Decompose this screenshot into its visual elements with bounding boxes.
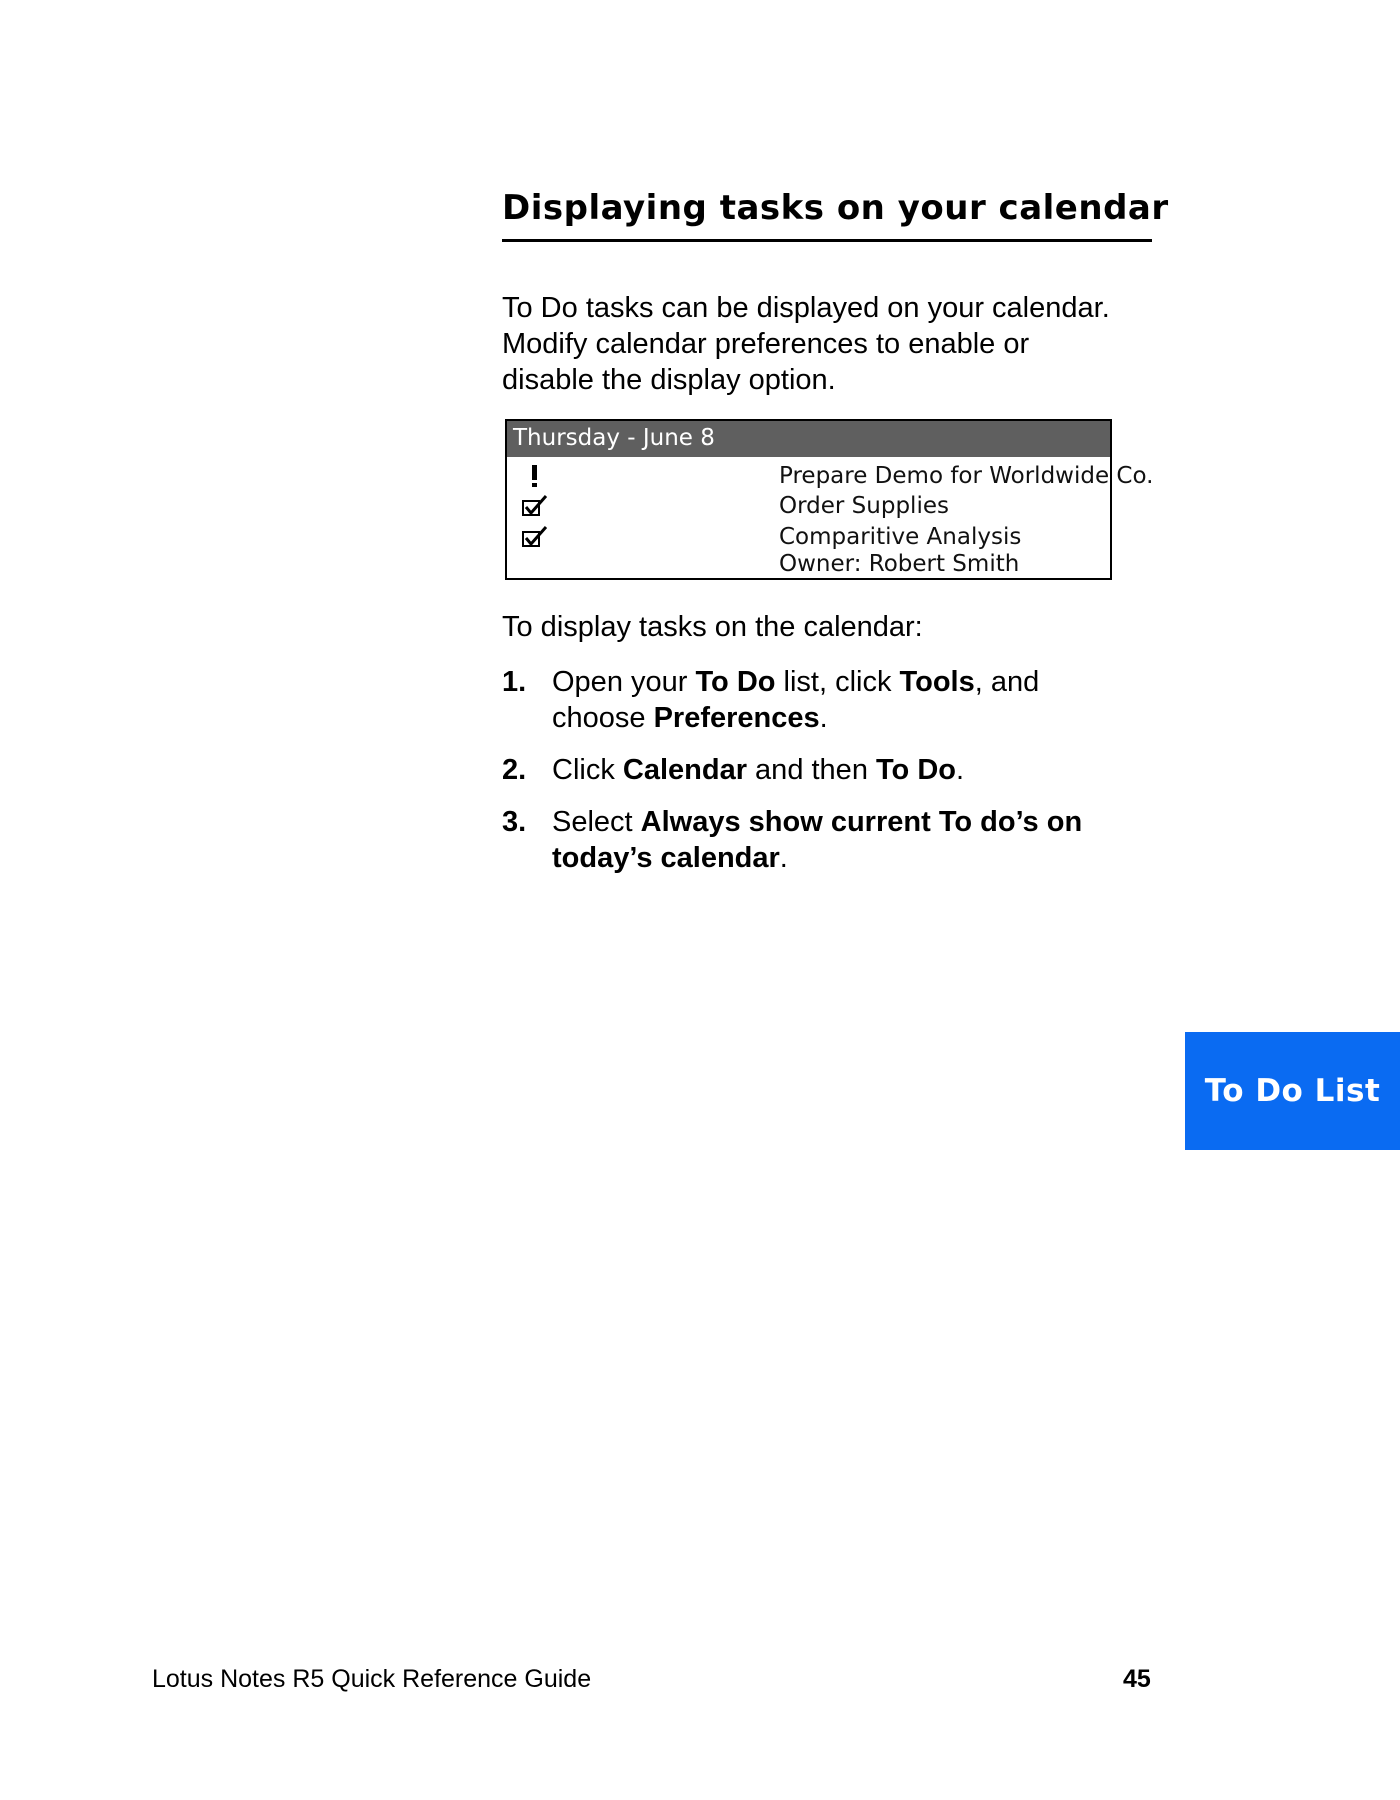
step-number: 1. <box>502 666 527 698</box>
calendar-entry[interactable]: Prepare Demo for Worldwide Co. <box>779 463 1154 489</box>
step-text: Select <box>552 806 641 838</box>
intro-line: Modify calendar preferences to enable or <box>502 328 1030 360</box>
step-number: 2. <box>502 754 527 786</box>
checkbox-checked-icon <box>521 524 549 550</box>
calendar-day-header: Thursday - June 8 <box>507 421 1110 457</box>
calendar-day-view <box>505 419 1154 580</box>
step-term: To Do <box>695 666 776 698</box>
checkbox-checked-icon <box>521 493 549 519</box>
step-line <box>552 664 1182 700</box>
step-term: today’s calendar <box>552 842 780 874</box>
intro-paragraph <box>502 290 1182 398</box>
step-term: Preferences <box>653 702 820 734</box>
step-text: , and <box>974 666 1040 698</box>
step-item <box>502 664 1182 736</box>
section-tab-to-do-list[interactable]: To Do List <box>1185 1032 1400 1150</box>
step-item <box>502 752 1182 788</box>
exclamation-icon <box>521 463 549 489</box>
step-line <box>552 752 1182 788</box>
calendar-entry-owner: Owner: Robert Smith <box>779 551 1020 577</box>
step-line <box>552 700 1182 736</box>
intro-line: To Do tasks can be displayed on your calendar. <box>502 292 1110 324</box>
step-text: Open your <box>552 666 696 698</box>
step-text: and then <box>747 754 876 786</box>
step-line <box>552 804 1182 840</box>
step-text: Click <box>552 754 623 786</box>
step-text: . <box>956 754 965 786</box>
step-text: choose <box>552 702 654 734</box>
step-term: Always show current To do’s on <box>640 806 1083 838</box>
instructions-lead: To display tasks on the calendar: <box>502 611 923 643</box>
step-line <box>552 840 1182 876</box>
intro-line: disable the display option. <box>502 364 836 396</box>
step-text: . <box>819 702 828 734</box>
footer-guide-title: Lotus Notes R5 Quick Reference Guide <box>152 1665 592 1693</box>
step-number: 3. <box>502 806 527 838</box>
step-term: Calendar <box>622 754 747 786</box>
calendar-entry[interactable]: Comparitive Analysis <box>779 524 1022 550</box>
instruction-steps <box>502 664 1182 892</box>
section-heading: Displaying tasks on your calendar <box>502 188 1169 228</box>
step-term: To Do <box>876 754 956 786</box>
step-text: list, click <box>775 666 900 698</box>
step-item <box>502 804 1182 876</box>
step-term: Tools <box>899 666 975 698</box>
calendar-entry[interactable]: Order Supplies <box>779 493 949 519</box>
footer-page-number: 45 <box>1123 1665 1151 1693</box>
heading-underline <box>502 239 1152 242</box>
step-text: . <box>779 842 788 874</box>
